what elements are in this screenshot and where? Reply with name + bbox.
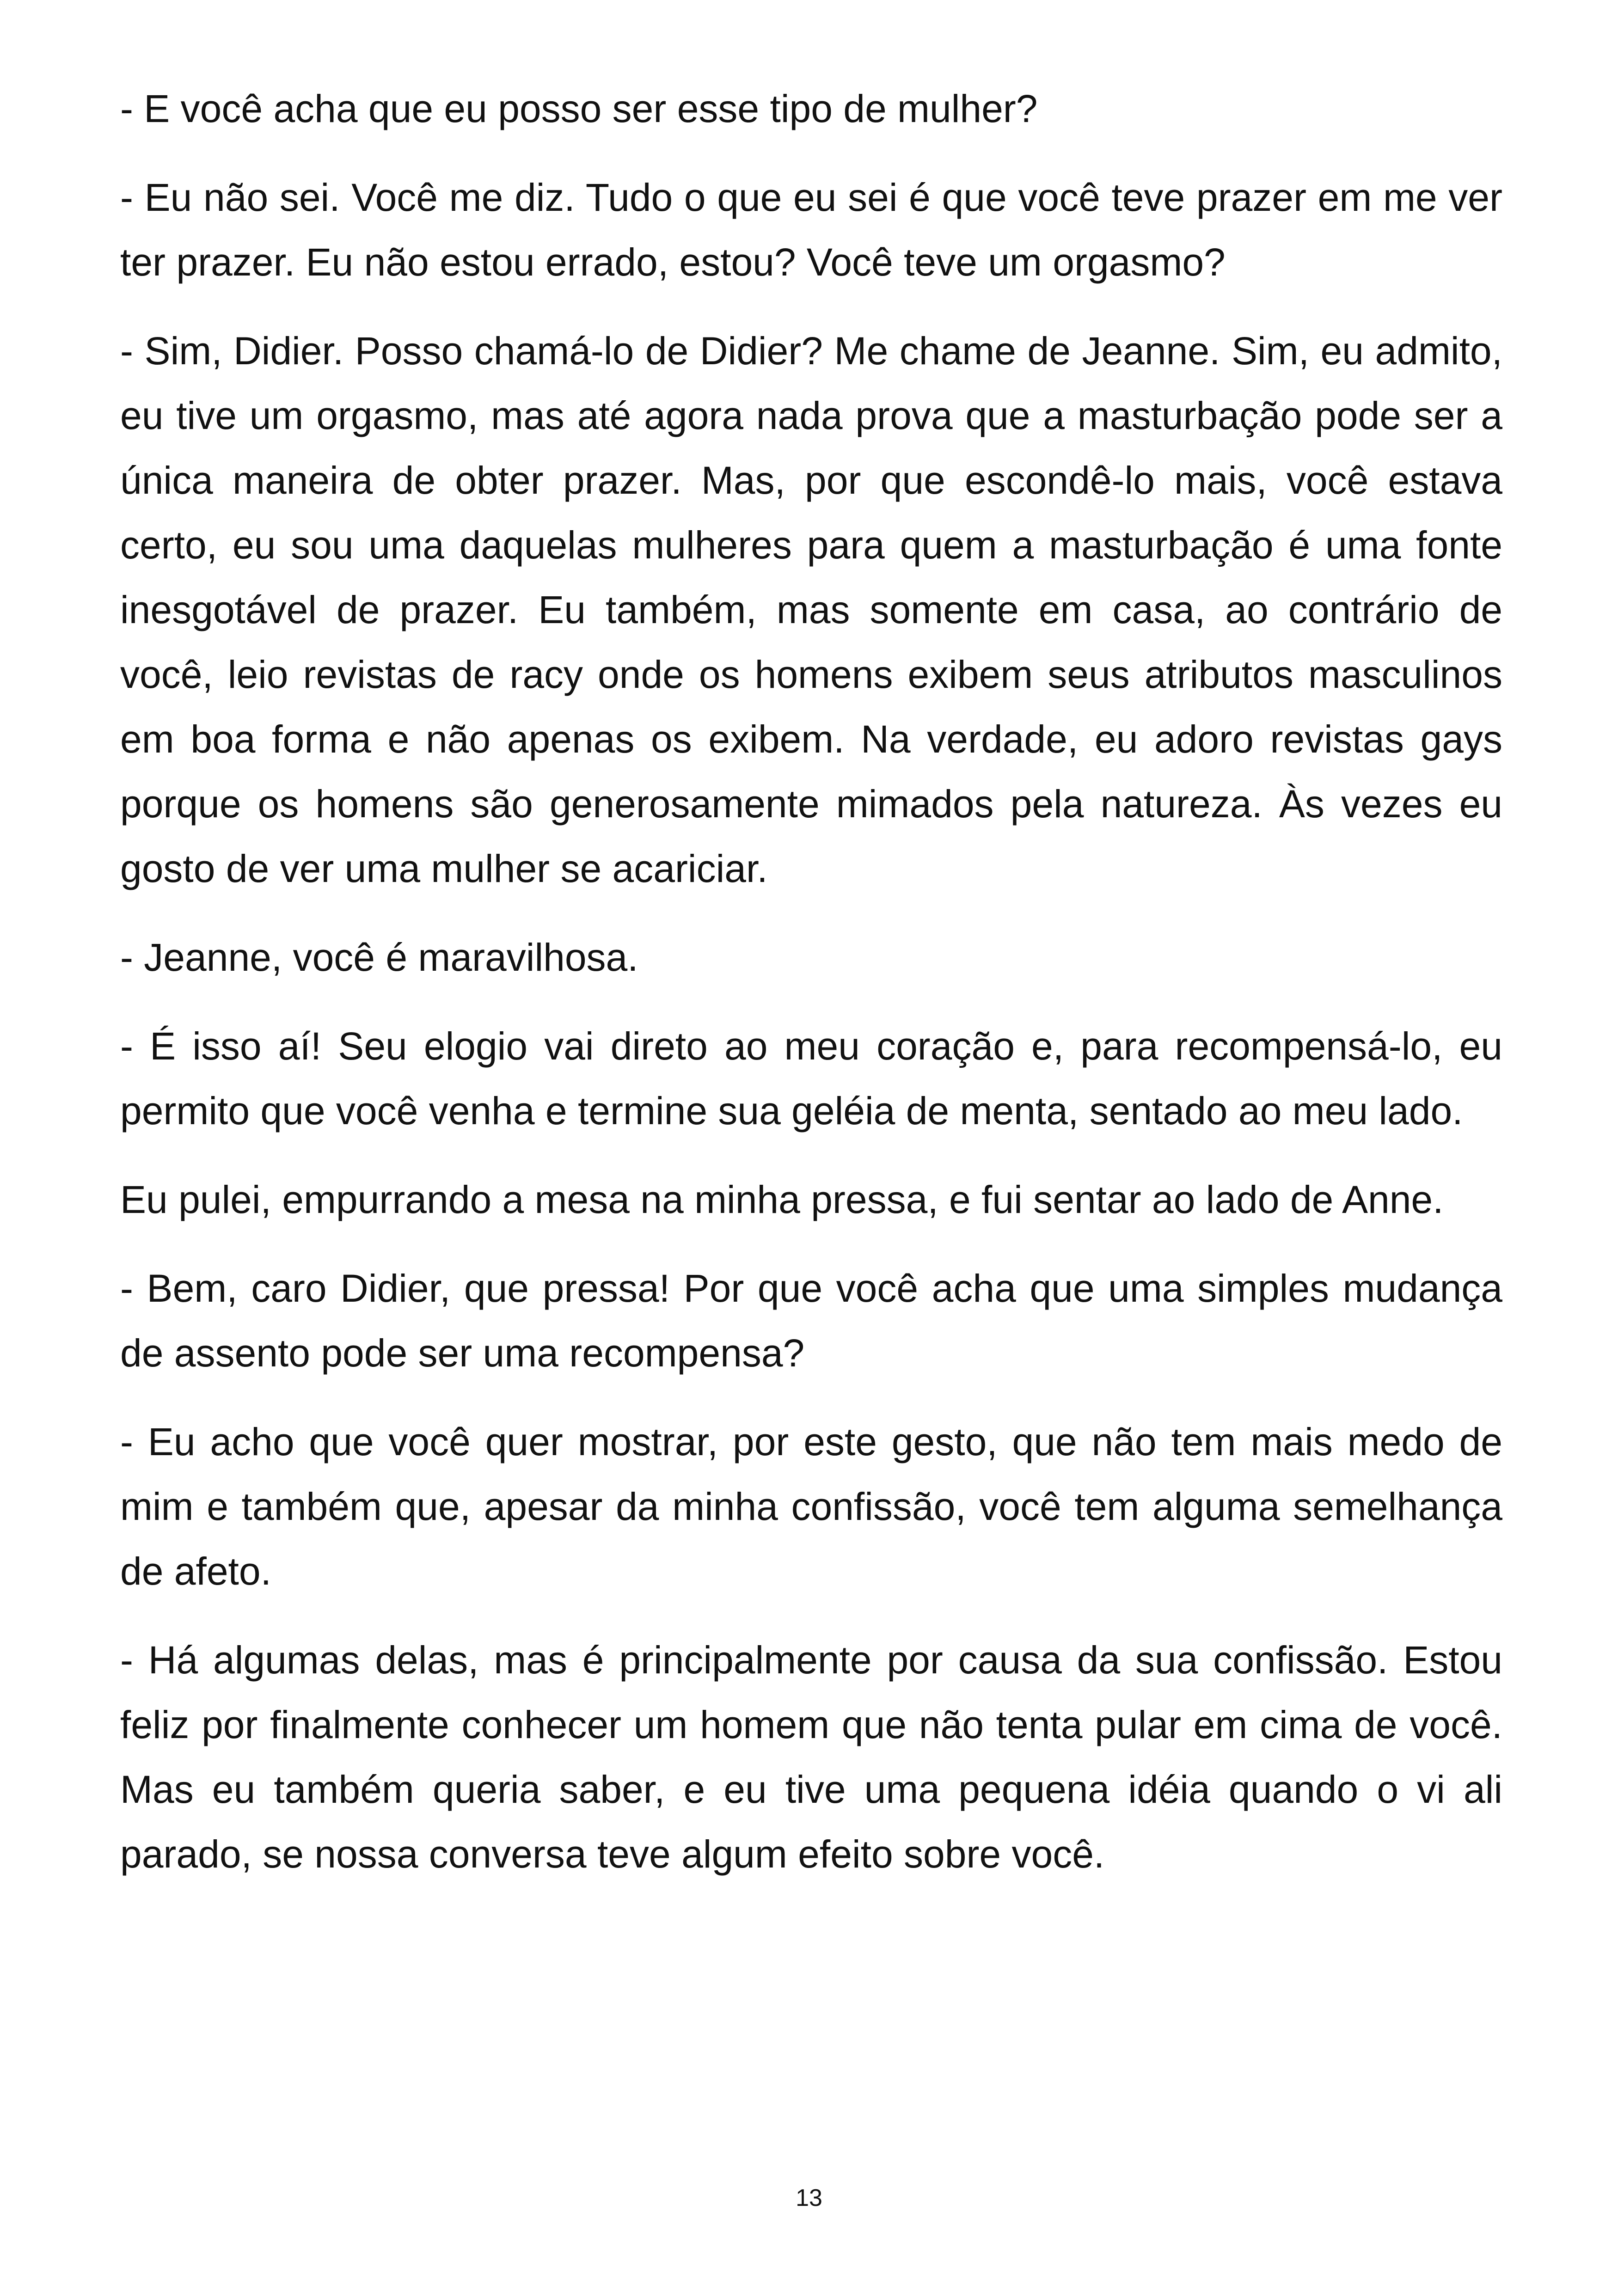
paragraph-8: - Eu acho que você quer mostrar, por este gesto, que não tem mais medo de mim e também que, apesar da minha confissão, você tem alguma semelhança de afeto. [120,1420,1502,1593]
paragraph-2: - Eu não sei. Você me diz. Tudo o que eu sei é que você teve prazer em me ver ter prazer. Eu não estou errado, estou? Você teve um orgasmo? [120,176,1502,284]
page-number: 13 [796,2185,822,2211]
paragraph-5: - É isso aí! Seu elogio vai direto ao meu coração e, para recompensá-lo, eu permito que você venha e termine sua geléia de menta, sentado ao meu lado. [120,1024,1502,1133]
body-text [120,76,1502,1910]
paragraph-1: - E você acha que eu posso ser esse tipo de mulher? [120,87,1038,130]
paragraph-4: - Jeanne, você é maravilhosa. [120,936,638,979]
paragraph-7: - Bem, caro Didier, que pressa! Por que você acha que uma simples mudança de assento pode ser uma recompensa? [120,1267,1502,1375]
paragraph-6: Eu pulei, empurrando a mesa na minha pressa, e fui sentar ao lado de Anne. [120,1178,1444,1221]
paragraph-3: - Sim, Didier. Posso chamá-lo de Didier? Me chame de Jeanne. Sim, eu admito, eu tive um orgasmo, mas até agora nada prova que a masturbação pode ser a única maneira de obter prazer. Mas, por que escondê-lo mais, você estava certo, eu sou uma daquelas mulheres para quem a masturbação é uma fonte inesgotável de prazer. Eu também, mas somente em casa, ao contrário de você, leio revistas de racy onde os homens exibem seus atributos masculinos em boa forma e não apenas os exibem. Na verdade, eu adoro revistas gays porque os homens são generosamente mimados pela natureza. Às vezes eu gosto de ver uma mulher se acariciar. [120,329,1502,890]
paragraph-9: - Há algumas delas, mas é principalmente por causa da sua confissão. Estou feliz por finalmente conhecer um homem que não tenta pular em cima de você. Mas eu também queria saber, e eu tive uma pequena idéia quando o vi ali parado, se nossa conversa teve algum efeito sobre você. [120,1638,1502,1876]
